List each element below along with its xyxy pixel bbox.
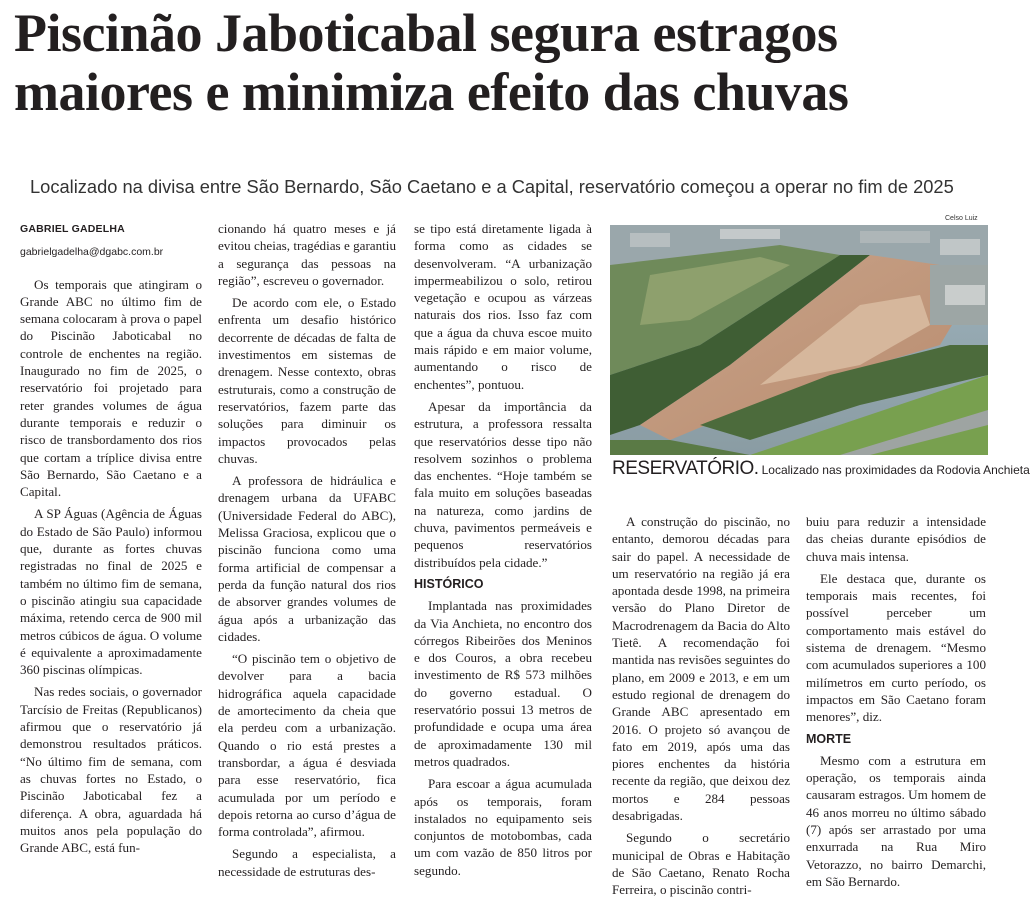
headline-line-1: Piscinão Jaboticabal segura estragos (14, 3, 838, 63)
byline-email[interactable]: gabrielgadelha@dgabc.com.br (20, 246, 164, 259)
paragraph: Ele destaca que, durante os temporais mais recentes, foi possível perceber um comportamento mais estável do sistema de drenagem. “Mesmo com acumulados superiores a 100 milímetros em curto período, os impactos em São Caetano foram menores”, diz. (806, 570, 986, 725)
section-heading-morte: MORTE (806, 731, 852, 746)
reservoir-photo (610, 225, 988, 455)
paragraph: Mesmo com a estrutura em operação, os temporais ainda causaram estragos. Um homem de 46 anos morreu no último sábado (7) após ser arrastado por uma enxurrada na Rua Miro Vetorazzo, no bairro Demarchi, em São Bernardo. (806, 752, 986, 889)
paragraph: Segundo a especialista, a necessidade de estruturas des- (218, 846, 396, 879)
paragraph: Os temporais que atingiram o Grande ABC no último fim de semana colocaram à prova o papel do Piscinão Jaboticabal no controle de enchentes na região. Inaugurado no fim de 2025, o reservatório foi projetado para reter grandes volumes de água durante temporais e reduzir o risco de transbordamento dos rios que cortam a tríplice divisa entre São Bernardo, São Caetano e a Capital. (20, 276, 202, 500)
caption-label: RESERVATÓRIO. (612, 458, 759, 479)
column-4 (612, 513, 790, 915)
column-1 (20, 218, 202, 918)
paragraph: De acordo com ele, o Estado enfrenta um desafio histórico decorrente de décadas de falta de investimentos em sistemas de drenagem. Nesse contexto, obras estruturais, como a construção de reservatórios, fazem parte das soluções para diminuir os impactos provocados pelas chuvas. (218, 295, 396, 466)
headline (14, 4, 994, 122)
column-3 (414, 220, 592, 920)
column-2 (218, 220, 396, 920)
column-5 (806, 513, 986, 915)
photo-caption (612, 458, 1030, 480)
paragraph: se tipo está diretamente ligada à forma como as cidades se desenvolveram. “A urbanização impermeabilizou o solo, retirou vegetação e ocupou as várzeas naturais dos rios. Isso faz com que a água da chuva escoe muito mais rápido e em maior volume, aumentando o risco de enchentes”, pontuou. (414, 221, 592, 392)
paragraph: Nas redes sociais, o governador Tarcísio de Freitas (Republicanos) afirmou que o reservatório já demonstrou resultados práticos. “No último fim de semana, com as chuvas fortes no Estado, o Piscinão Jaboticabal fez a diferença. A obra, aguardada há muitos anos pela população do Grande ABC, está fun- (20, 684, 202, 856)
paragraph: Implantada nas proximidades da Via Anchieta, no encontro dos córregos Ribeirões dos Meninos e dos Couros, a obra recebeu investimento de R$ 573 milhões do governo estadual. O reservatório possui 13 metros de profundidade e ocupa uma área de aproximadamente 130 mil metros quadrados. (414, 598, 592, 769)
headline-line-2: maiores e minimiza efeito das chuvas (14, 62, 849, 122)
paragraph: A construção do piscinão, no entanto, demorou décadas para sair do papel. A necessidade de um reservatório na região já era apontada desde 1998, na primeira versão do Plano Diretor de Macrodrenagem da Bacia do Alto Tietê. A recomendação foi mantida nas revisões seguintes do plano, em 2009 e 2013, e em um estudo regional de drenagem do Grande ABC apresentado em 2016. O projeto só avançou de fato em 2019, após uma das piores enchentes da história recente da região, que deixou dez mortos e 284 pessoas desabrigadas. (612, 514, 790, 824)
photo-credit: Celso Luiz (945, 215, 978, 222)
paragraph: A professora de hidráulica e drenagem urbana da UFABC (Universidade Federal do ABC), Melissa Graciosa, explicou que o piscinão funciona como uma forma artificial de compensar a perda da função natural dos rios de absorver grandes volumes de água após a urbanização das cidades. (218, 473, 396, 644)
paragraph: A SP Águas (Agência de Águas do Estado de São Paulo) informou que, durante as fortes chuvas registradas no final de 2025 e também no último fim de semana, o piscinão atingiu sua capacidade máxima, retendo cerca de 900 mil metros cúbicos de água. O volume é equivalente a aproximadamente 360 piscinas olímpicas. (20, 506, 202, 678)
paragraph: buiu para reduzir a intensidade das cheias durante episódios de chuva mais intensa. (806, 514, 986, 564)
paragraph: Para escoar a água acumulada após os temporais, foram instalados no equipamento seis conjuntos de motobombas, cada um com vazão de 850 litros por segundo. (414, 776, 592, 878)
paragraph: “O piscinão tem o objetivo de devolver para a bacia hidrográfica aquela capacidade de amortecimento da cheia que ela perdeu com a urbanização. Quando o rio está prestes a transbordar, a água é desviada para esse reservatório, fica acumulada por um período e depois retorna ao curso d’água de forma controlada”, afirmou. (218, 651, 396, 840)
byline-author: GABRIEL GADELHA (20, 223, 125, 235)
paragraph: cionando há quatro meses e já evitou cheias, tragédias e garantiu a segurança das pessoas na região”, escreveu o governador. (218, 221, 396, 288)
aerial-photo-illustration (610, 225, 988, 455)
paragraph: Segundo o secretário municipal de Obras e Habitação de São Caetano, Renato Rocha Ferreira, o piscinão contri- (612, 830, 790, 898)
paragraph: Apesar da importância da estrutura, a professora ressalta que reservatórios desse tipo não resolvem sozinhos o problema das enchentes. “Hoje também se fala muito em soluções baseadas na natureza, como jardins de chuva, pavimentos permeáveis e pequenos reservatórios distribuídos pela cidade.” (414, 398, 592, 570)
subheadline: Localizado na divisa entre São Bernardo, São Caetano e a Capital, reservatório começou a operar no fim de 2025 (30, 176, 954, 197)
section-heading-historico: HISTÓRICO (414, 576, 484, 591)
caption-text: Localizado nas proximidades da Rodovia Anchieta (761, 463, 1030, 477)
